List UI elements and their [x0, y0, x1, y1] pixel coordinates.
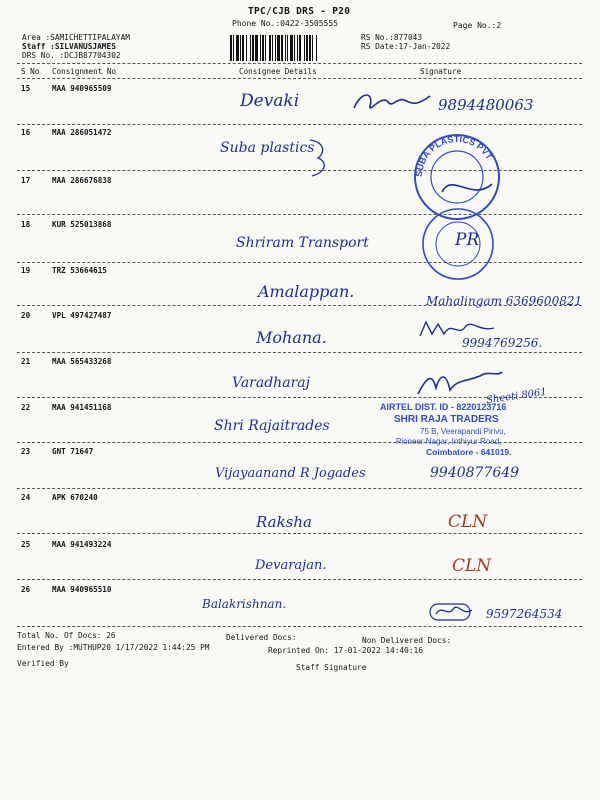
row-sno: 21 — [21, 357, 31, 366]
sheet-title: TPC/CJB DRS - P20 — [248, 6, 351, 17]
rs-number: RS No.:877043 — [361, 33, 423, 42]
row-divider — [17, 488, 582, 489]
col-sno: S No — [21, 67, 40, 76]
handwritten-consignee: Devarajan. — [255, 558, 327, 573]
row-divider — [17, 262, 582, 263]
row-divider — [17, 124, 582, 125]
delivered-docs: Delivered Docs: — [226, 633, 297, 642]
handwritten-signature: 9994769256. — [462, 336, 543, 350]
round-stamp-secondary — [420, 206, 496, 282]
row-consignment: MAA 940965510 — [52, 585, 112, 594]
handwritten-consignee: Vijayaanand R Jogades — [215, 466, 366, 481]
header-rule-bottom — [17, 78, 582, 79]
row-consignment: GNT 71647 — [52, 447, 94, 456]
barcode — [230, 35, 355, 61]
row-sno: 20 — [21, 311, 31, 320]
row-consignment: MAA 286676838 — [52, 176, 112, 185]
signature-scribble — [352, 88, 432, 118]
handwritten-signature: 9597264534 — [486, 607, 563, 621]
handwritten-consignee: Shriram Transport — [236, 235, 369, 251]
row-consignment: APK 670240 — [52, 493, 98, 502]
row-divider — [17, 352, 582, 353]
handwritten-consignee: Suba plastics — [220, 140, 315, 156]
trader-stamp-line: AIRTEL DIST. ID - 8220123716 — [380, 402, 507, 412]
row-consignment: MAA 941493224 — [52, 540, 112, 549]
handwritten-consignee: Amalappan. — [258, 282, 355, 301]
barcode-bar — [317, 35, 319, 61]
handwritten-signature: Mahalingam 6369600821 — [426, 294, 583, 308]
trader-stamp-line: Pioneer Nagar, Inthiyur Road, — [396, 437, 502, 446]
reprinted-on: Reprinted On: 17-01-2022 14:40:16 — [268, 646, 423, 655]
staff-label: Staff :SILVANUSJAMES — [22, 42, 116, 51]
col-signature: Signature — [420, 67, 462, 76]
trader-stamp-line: Coimbatore - 641019. — [426, 447, 512, 457]
phone-number: Phone No.:0422-3505555 — [232, 19, 338, 28]
brace-scribble — [300, 138, 340, 178]
non-delivered-docs: Non Delivered Docs: — [362, 636, 452, 645]
row-consignment: KUR 525013868 — [52, 220, 112, 229]
round-stamp-text: SUBA PLASTICS PVT — [413, 133, 495, 178]
col-consignee: Consignee Details — [239, 67, 317, 76]
row-sno: 18 — [21, 220, 31, 229]
trader-stamp-line: SHRI RAJA TRADERS — [394, 414, 499, 425]
area-label: Area :SAMICHETTIPALAYAM — [22, 33, 130, 42]
rs-date: RS Date:17-Jan-2022 — [361, 42, 451, 51]
signature-scribble — [428, 600, 488, 624]
row-consignment: MAA 940965509 — [52, 84, 112, 93]
handwritten-consignee: Raksha — [256, 513, 312, 531]
header-rule-top — [17, 63, 582, 64]
entered-by: Entered By :MUTHUP20 1/17/2022 1:44:25 PM — [17, 643, 210, 652]
handwritten-signature: CLN — [448, 512, 488, 532]
row-sno: 17 — [21, 176, 31, 185]
row-sno: 15 — [21, 84, 31, 93]
col-consignment: Consignment No — [52, 67, 117, 76]
row-divider — [17, 579, 582, 580]
page-number: Page No.:2 — [453, 21, 502, 30]
handwritten-signature: 9940877649 — [430, 465, 520, 481]
row-consignment: MAA 565433268 — [52, 357, 112, 366]
row-sno: 26 — [21, 585, 31, 594]
row-sno: 22 — [21, 403, 31, 412]
handwritten-consignee: Devaki — [240, 91, 300, 111]
row-sno: 19 — [21, 266, 31, 275]
staff-signature-label: Staff Signature — [296, 663, 367, 672]
verified-by: Verified By — [17, 659, 69, 668]
row-consignment: VPL 497427487 — [52, 311, 112, 320]
row-sno: 16 — [21, 128, 31, 137]
handwritten-consignee: Mohana. — [256, 328, 327, 347]
row-divider — [17, 626, 582, 627]
handwritten-consignee: Varadharaj — [232, 375, 310, 391]
row-consignment: MAA 286051472 — [52, 128, 112, 137]
handwritten-signature: PR — [455, 230, 480, 250]
handwritten-consignee: Shri Rajaitrades — [214, 418, 330, 434]
row-sno: 25 — [21, 540, 31, 549]
row-consignment: MAA 941451168 — [52, 403, 112, 412]
handwritten-signature: Sheeti 8061 — [485, 386, 548, 407]
row-divider — [17, 533, 582, 534]
drs-number: DRS No. :DCJB87704302 — [22, 51, 121, 60]
trader-stamp-line: 75 B, Veerapandi Pirivu, — [420, 427, 506, 436]
handwritten-consignee: Balakrishnan. — [202, 597, 287, 611]
row-sno: 23 — [21, 447, 31, 456]
total-docs: Total No. Of Docs: 26 — [17, 631, 116, 640]
row-sno: 24 — [21, 493, 31, 502]
row-consignment: TRZ 53664615 — [52, 266, 107, 275]
handwritten-signature: CLN — [452, 556, 492, 576]
handwritten-signature: 9894480063 — [438, 96, 534, 114]
